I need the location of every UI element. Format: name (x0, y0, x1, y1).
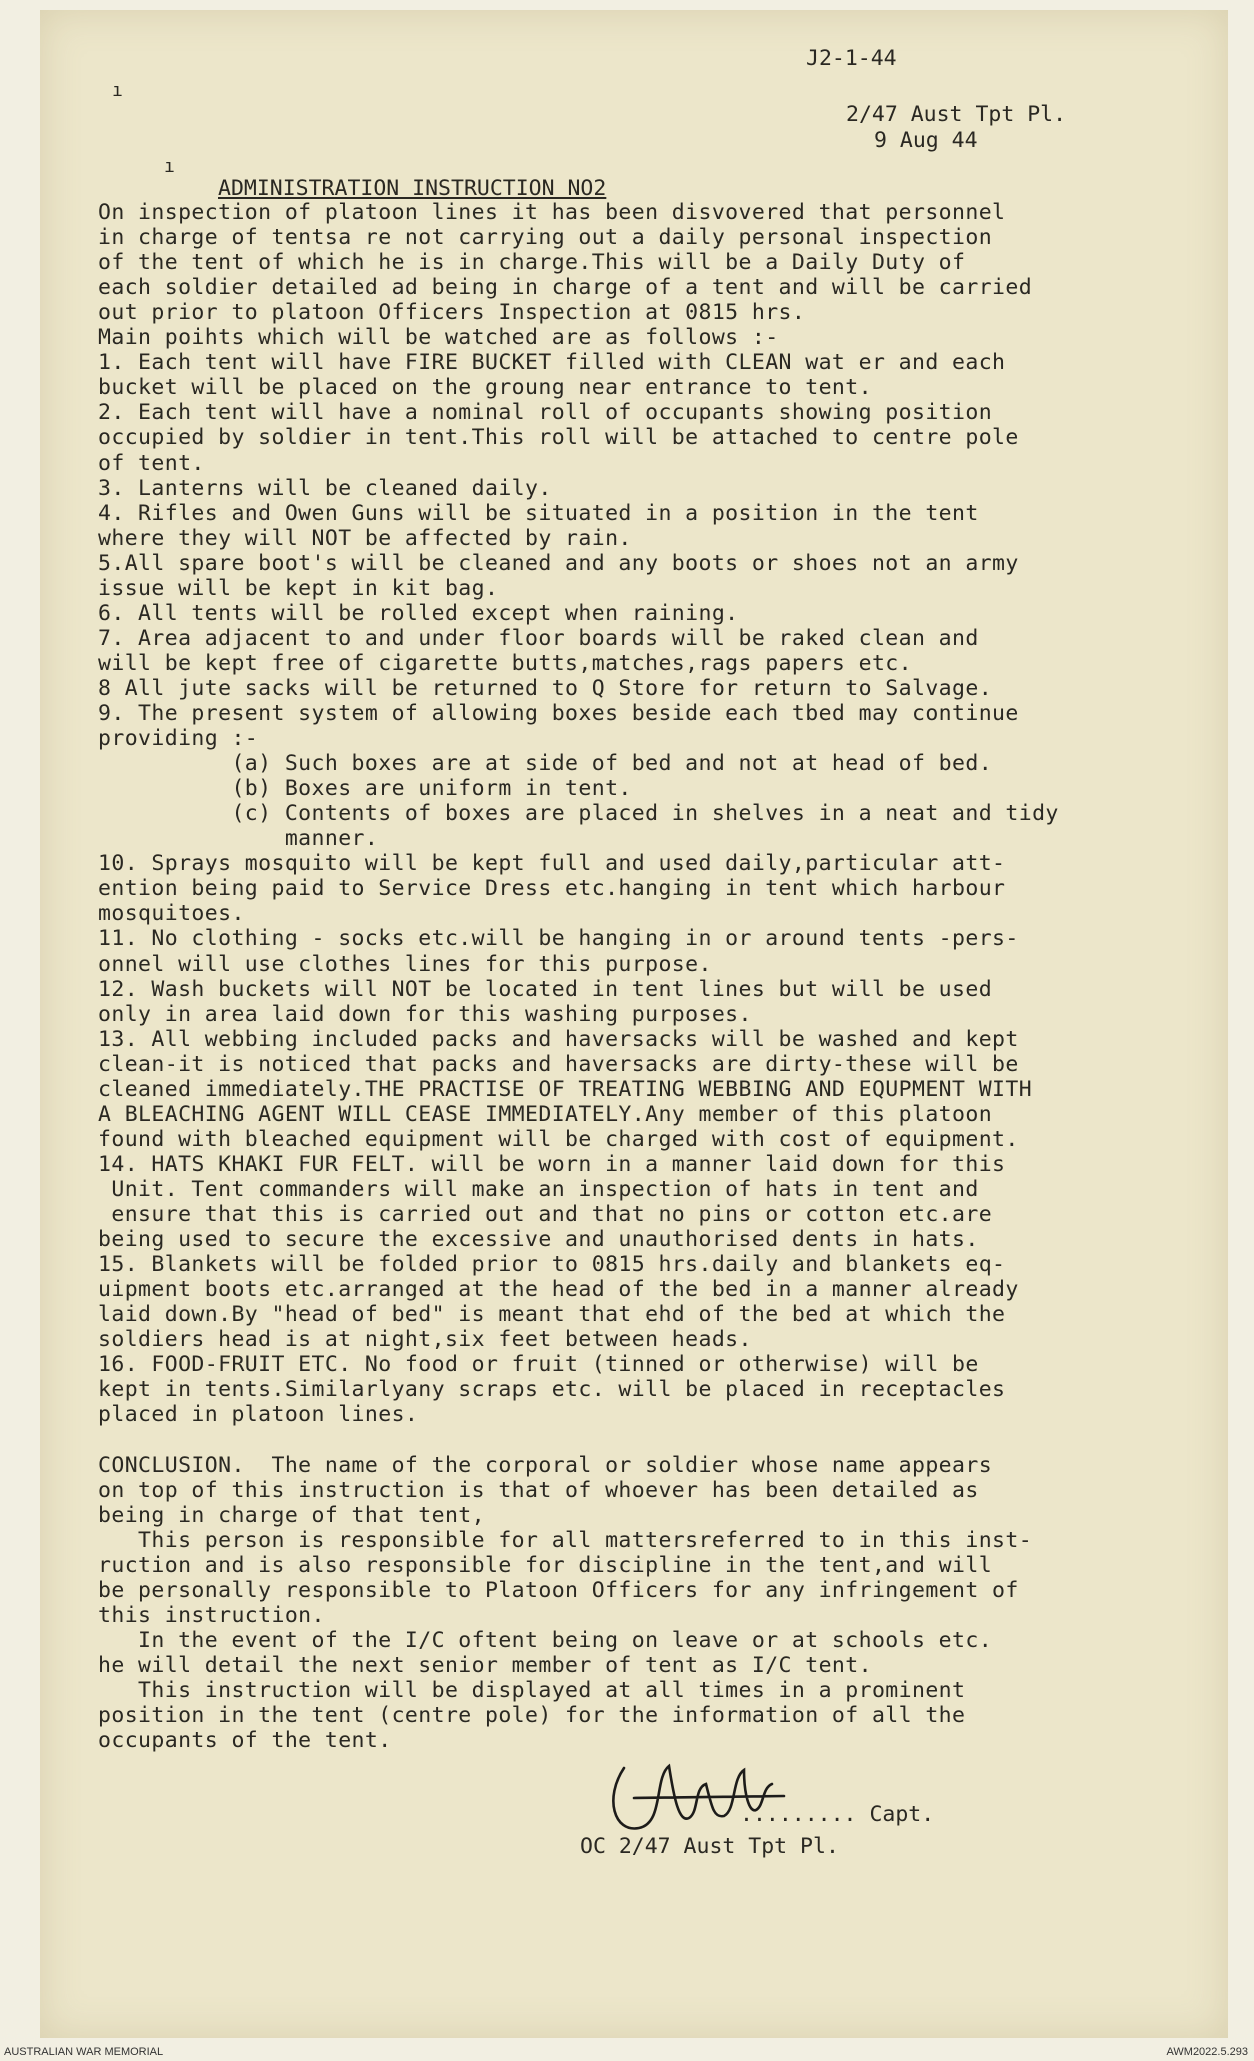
catalogue-number: AWM2022.5.293 (1166, 2046, 1248, 2058)
text-line: of tent. (98, 450, 205, 476)
capt-line: ......... Capt. (740, 1802, 935, 1827)
text-line: In the event of the I/C oftent being on leave or at schools etc. (98, 1627, 993, 1653)
text-line: on top of this instruction is that of whoever has been detailed as (98, 1477, 979, 1503)
text-line: issue will be kept in kit bag. (98, 575, 499, 601)
text-line: 4. Rifles and Owen Guns will be situated in a position in the tent (98, 500, 979, 526)
document-date: 9 Aug 44 (874, 128, 978, 153)
text-line: manner. (98, 826, 379, 852)
text-line: soldiers head is at night,six feet between heads. (98, 1327, 752, 1353)
text-line: (c) Contents of boxes are placed in shelves in a neat and tidy (98, 801, 1059, 827)
text-line: ruction and is also responsible for discipline in the tent,and will (98, 1552, 993, 1578)
text-line: clean-it is noticed that packs and haversacks are dirty-these will be (98, 1051, 1019, 1077)
text-line: placed in platoon lines. (98, 1402, 419, 1428)
text-line: 12. Wash buckets will NOT be located in tent lines but will be used (98, 976, 993, 1002)
text-line: this instruction. (98, 1602, 325, 1628)
text-line: Unit. Tent commanders will make an inspection of hats in tent and (98, 1176, 979, 1202)
text-line: This person is responsible for all mattersreferred to in this inst- (98, 1527, 1033, 1553)
text-line: position in the tent (centre pole) for the information of all the (98, 1703, 966, 1728)
text-line: onnel will use clothes lines for this purpose. (98, 951, 712, 977)
text-line: 2. Each tent will have a nominal roll of occupants showing position (98, 400, 993, 426)
text-line: This instruction will be displayed at all times in a prominent (98, 1677, 966, 1703)
archive-name: AUSTRALIAN WAR MEMORIAL (4, 2046, 164, 2058)
text-line: 3. Lanterns will be cleaned daily. (98, 475, 552, 501)
text-line: 15. Blankets will be folded prior to 0815 hrs.daily and blankets eq- (98, 1252, 1006, 1278)
text-line: occupants of the tent. (98, 1728, 392, 1754)
text-line: where they will NOT be affected by rain. (98, 525, 632, 551)
text-line: will be kept free of cigarette butts,matches,rags papers etc. (98, 650, 912, 676)
text-line: he will detail the next senior member of tent as I/C tent. (98, 1652, 872, 1678)
text-line: (a) Such boxes are at side of bed and not at head of bed. (98, 751, 993, 777)
text-line: occupied by soldier in tent.This roll will be attached to centre pole (98, 425, 1019, 451)
text-line: each soldier detailed ad being in charge of a tent and will be carried (98, 275, 1033, 301)
text-line: 7. Area adjacent to and under floor boards will be raked clean and (98, 625, 979, 651)
text-line: 8 All jute sacks will be returned to Q Store for return to Salvage. (98, 675, 993, 701)
text-line: ention being paid to Service Dress etc.hanging in tent which harbour (98, 876, 1006, 902)
signature-block (520, 1738, 1080, 1858)
archive-footer (0, 2044, 1254, 2061)
text-line: of the tent of which he is in charge.This will be a Daily Duty of (98, 250, 966, 276)
text-line: bucket will be placed on the groung near entrance to tent. (98, 375, 872, 401)
text-line: Main poihts which will be watched are as follows :- (98, 325, 779, 351)
text-line: laid down.By "head of bed" is meant that ehd of the bed at which the (98, 1302, 1006, 1328)
text-line: 14. HATS KHAKI FUR FELT. will be worn in a manner laid down for this (98, 1151, 1006, 1177)
text-line: mosquitoes. (98, 901, 245, 927)
oc-line: OC 2/47 Aust Tpt Pl. (580, 1834, 839, 1859)
text-line: cleaned immediately.THE PRACTISE OF TREATING WEBBING AND EQUPMENT WITH (98, 1076, 1033, 1102)
text-line: in charge of tentsa re not carrying out a daily personal inspection (98, 225, 993, 251)
text-line: only in area laid down for this washing purposes. (98, 1001, 752, 1027)
text-line: ensure that this is carried out and that no pins or cotton etc.are (98, 1202, 993, 1227)
text-line: uipment boots etc.arranged at the head of the bed in a manner already (98, 1277, 1019, 1303)
text-line: providing :- (98, 726, 259, 752)
text-line: being in charge of that tent, (98, 1502, 485, 1528)
handwritten-signature (594, 1738, 814, 1848)
text-line: (b) Boxes are uniform in tent. (98, 776, 632, 802)
text-line: out prior to platoon Officers Inspection at 0815 hrs. (98, 300, 806, 326)
text-line: 16. FOOD-FRUIT ETC. No food or fruit (tinned or otherwise) will be (98, 1352, 979, 1378)
text-line: 6. All tents will be rolled except when raining. (98, 600, 739, 626)
text-line: kept in tents.Similarlyany scraps etc. will be placed in receptacles (98, 1377, 1006, 1403)
text-line: On inspection of platoon lines it has been disvovered that personnel (98, 200, 1006, 225)
margin-mark: ı (112, 80, 123, 101)
text-line: 11. No clothing - socks etc.will be hanging in or around tents -pers- (98, 926, 1019, 952)
file-reference: J2-1-44 (806, 46, 897, 71)
text-line: 5.All spare boot's will be cleaned and any boots or shoes not an army (98, 550, 1019, 576)
document-title: ADMINISTRATION INSTRUCTION NO2 (218, 176, 607, 201)
text-line: be personally responsible to Platoon Officers for any infringement of (98, 1577, 1019, 1603)
text-line: found with bleached equipment will be charged with cost of equipment. (98, 1126, 1019, 1152)
margin-mark: ı (164, 156, 175, 177)
unit-name: 2/47 Aust Tpt Pl. (846, 102, 1067, 127)
text-line: A BLEACHING AGENT WILL CEASE IMMEDIATELY.Any member of this platoon (98, 1101, 993, 1127)
text-line: 10. Sprays mosquito will be kept full and used daily,particular att- (98, 851, 1006, 877)
text-line: CONCLUSION. The name of the corporal or soldier whose name appears (98, 1452, 993, 1478)
text-line: 1. Each tent will have FIRE BUCKET filled with CLEAN wat er and each (98, 350, 1006, 376)
text-line: 13. All webbing included packs and haversacks will be washed and kept (98, 1026, 1019, 1052)
document-page (40, 10, 1228, 2038)
text-line: being used to secure the excessive and unauthorised dents in hats. (98, 1227, 979, 1253)
text-line: 9. The present system of allowing boxes beside each tbed may continue (98, 701, 1019, 726)
